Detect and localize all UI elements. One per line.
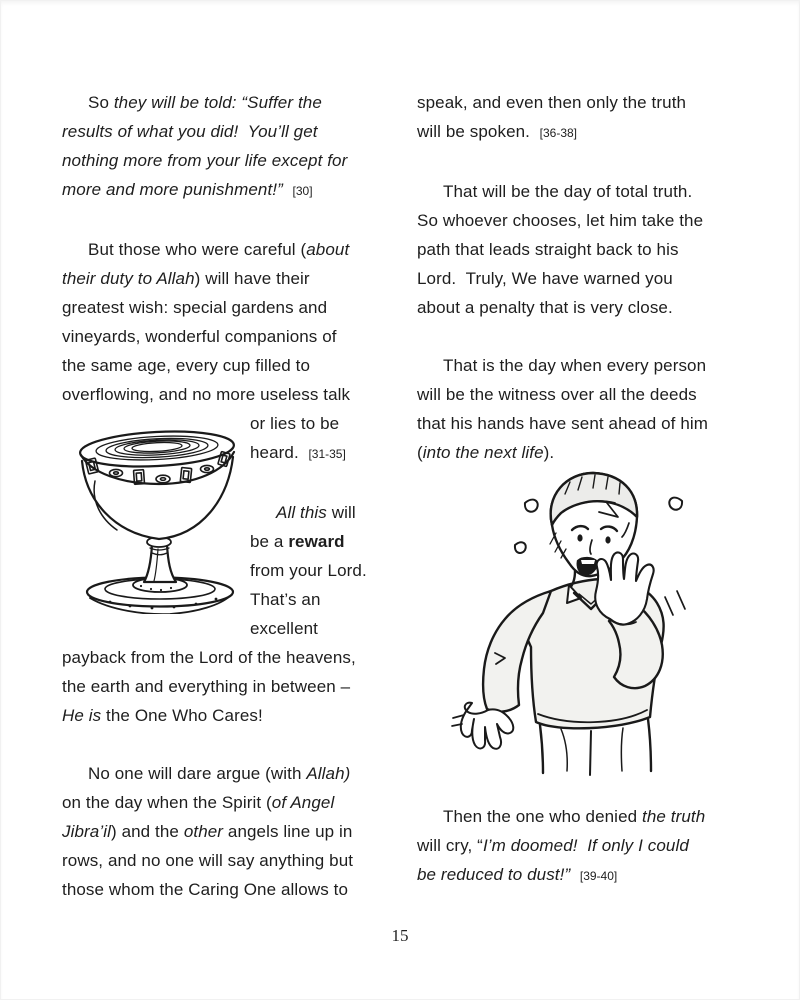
paragraph-spirit-angels: No one will dare argue (with Allah) on the day when the Spirit (of Angel Jibra’il) and the other angels line up in rows, and no one will say anything but those whom the Caring One allows to — [62, 764, 354, 899]
paragraph-reward: All this will be a reward from your Lord. That’s an excellent payback from the Lord of the heavens, the earth and everything in between – He is the One Who Cares! — [62, 503, 367, 725]
paragraph-day-of-truth: That will be the day of total truth. So whoever chooses, let him take the path that leads straight back to his Lord. Truly, We have warned you about a penalty that is very close. — [417, 182, 704, 317]
right-text-column — [417, 88, 751, 891]
paragraph-verses-31-35-part1: But those who were careful (about their duty to Allah) will have their greatest wish: special gardens and vineyards, wonderful companions of the same age, every cup filled to overflowing, and no more useless talk — [62, 240, 351, 404]
paragraph-verses-31-35-part2: or lies to be heard. [31-35] — [250, 414, 346, 462]
jeweled-goblet-illustration — [62, 409, 240, 614]
paragraph-witness-deeds: That is the day when every person will be the witness over all the deeds that his hands have sent ahead of him (into the next life). — [417, 356, 709, 462]
paragraph-verse-30: So they will be told: “Suffer the results of what you did! You’ll get nothing more from your life except for more and more punishment!” [30] — [62, 93, 348, 199]
page-number: 15 — [391, 926, 409, 945]
worried-man-illustration — [439, 467, 739, 777]
paragraph-verses-36-38: speak, and even then only the truth will be spoken. [36-38] — [417, 93, 687, 141]
left-text-column — [62, 88, 396, 933]
paragraph-verses-39-40: Then the one who denied the truth will cry, “I’m doomed! If only I could be reduced to dust!” [39-40] — [417, 807, 706, 884]
goblet-wrap-zone — [62, 409, 396, 730]
